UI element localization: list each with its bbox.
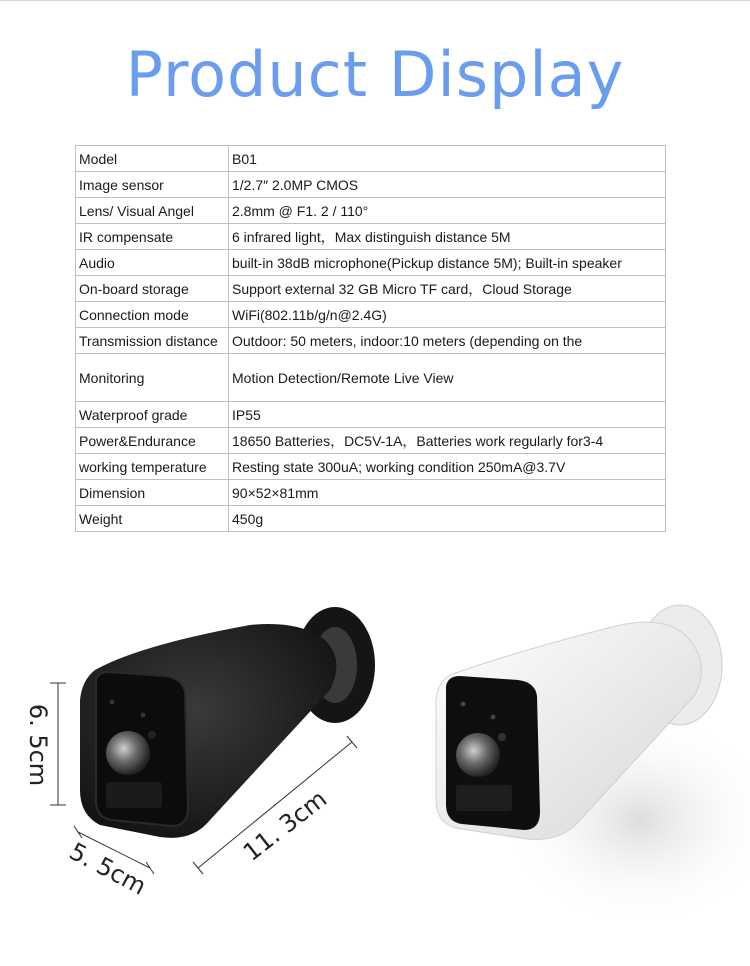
spec-key: Transmission distance: [76, 328, 229, 354]
table-row: [76, 506, 666, 532]
spec-value: 90×52×81mm: [229, 480, 666, 506]
spec-value: 6 infrared light，Max distinguish distance 5M: [229, 224, 666, 250]
spec-key: Audio: [76, 250, 229, 276]
black-camera: [80, 607, 375, 838]
table-row: [76, 302, 666, 328]
spec-value: 18650 Batteries，DC5V-1A，Batteries work regularly for3-4: [229, 428, 666, 454]
table-row: [76, 480, 666, 506]
table-row: [76, 328, 666, 354]
spec-key: Monitoring: [76, 354, 229, 402]
spec-value: IP55: [229, 402, 666, 428]
spec-key: Weight: [76, 506, 229, 532]
spec-value: Support external 32 GB Micro TF card，Cloud Storage: [229, 276, 666, 302]
table-row: [76, 276, 666, 302]
spec-key: On-board storage: [76, 276, 229, 302]
height-dimension-label: 6. 5cm: [24, 703, 52, 787]
table-row: [76, 428, 666, 454]
spec-key: Model: [76, 146, 229, 172]
table-row: [76, 354, 666, 402]
spec-key: IR compensate: [76, 224, 229, 250]
table-row: [76, 250, 666, 276]
table-row: [76, 172, 666, 198]
spec-value: Motion Detection/Remote Live View: [229, 354, 666, 402]
top-divider: [0, 0, 750, 1]
spec-key: Image sensor: [76, 172, 229, 198]
spec-value: 1/2.7″ 2.0MP CMOS: [229, 172, 666, 198]
spec-key: Dimension: [76, 480, 229, 506]
spec-table: [75, 145, 666, 532]
spec-value: 2.8mm @ F1. 2 / 110°: [229, 198, 666, 224]
length-dimension-label: 11. 3cm: [237, 784, 333, 867]
table-row: [76, 198, 666, 224]
table-row: [76, 402, 666, 428]
spec-value: Outdoor: 50 meters, indoor:10 meters (depending on the: [229, 328, 666, 354]
spec-key: Power&Endurance: [76, 428, 229, 454]
spec-value: B01: [229, 146, 666, 172]
page-title: Product Display: [125, 38, 625, 111]
table-row: [76, 224, 666, 250]
spec-value: Resting state 300uA; working condition 250mA@3.7V: [229, 454, 666, 480]
table-row: [76, 454, 666, 480]
spec-key: working temperature: [76, 454, 229, 480]
table-row: [76, 146, 666, 172]
spec-value: WiFi(802.11b/g/n@2.4G): [229, 302, 666, 328]
spec-value: built-in 38dB microphone(Pickup distance 5M); Built-in speaker: [229, 250, 666, 276]
white-camera-lens: [456, 733, 500, 777]
product-photo: [0, 570, 750, 966]
spec-key: Waterproof grade: [76, 402, 229, 428]
spec-value: 450g: [229, 506, 666, 532]
black-camera-lens: [106, 731, 150, 775]
spec-key: Lens/ Visual Angel: [76, 198, 229, 224]
depth-dimension-label: 5. 5cm: [64, 837, 151, 901]
spec-key: Connection mode: [76, 302, 229, 328]
